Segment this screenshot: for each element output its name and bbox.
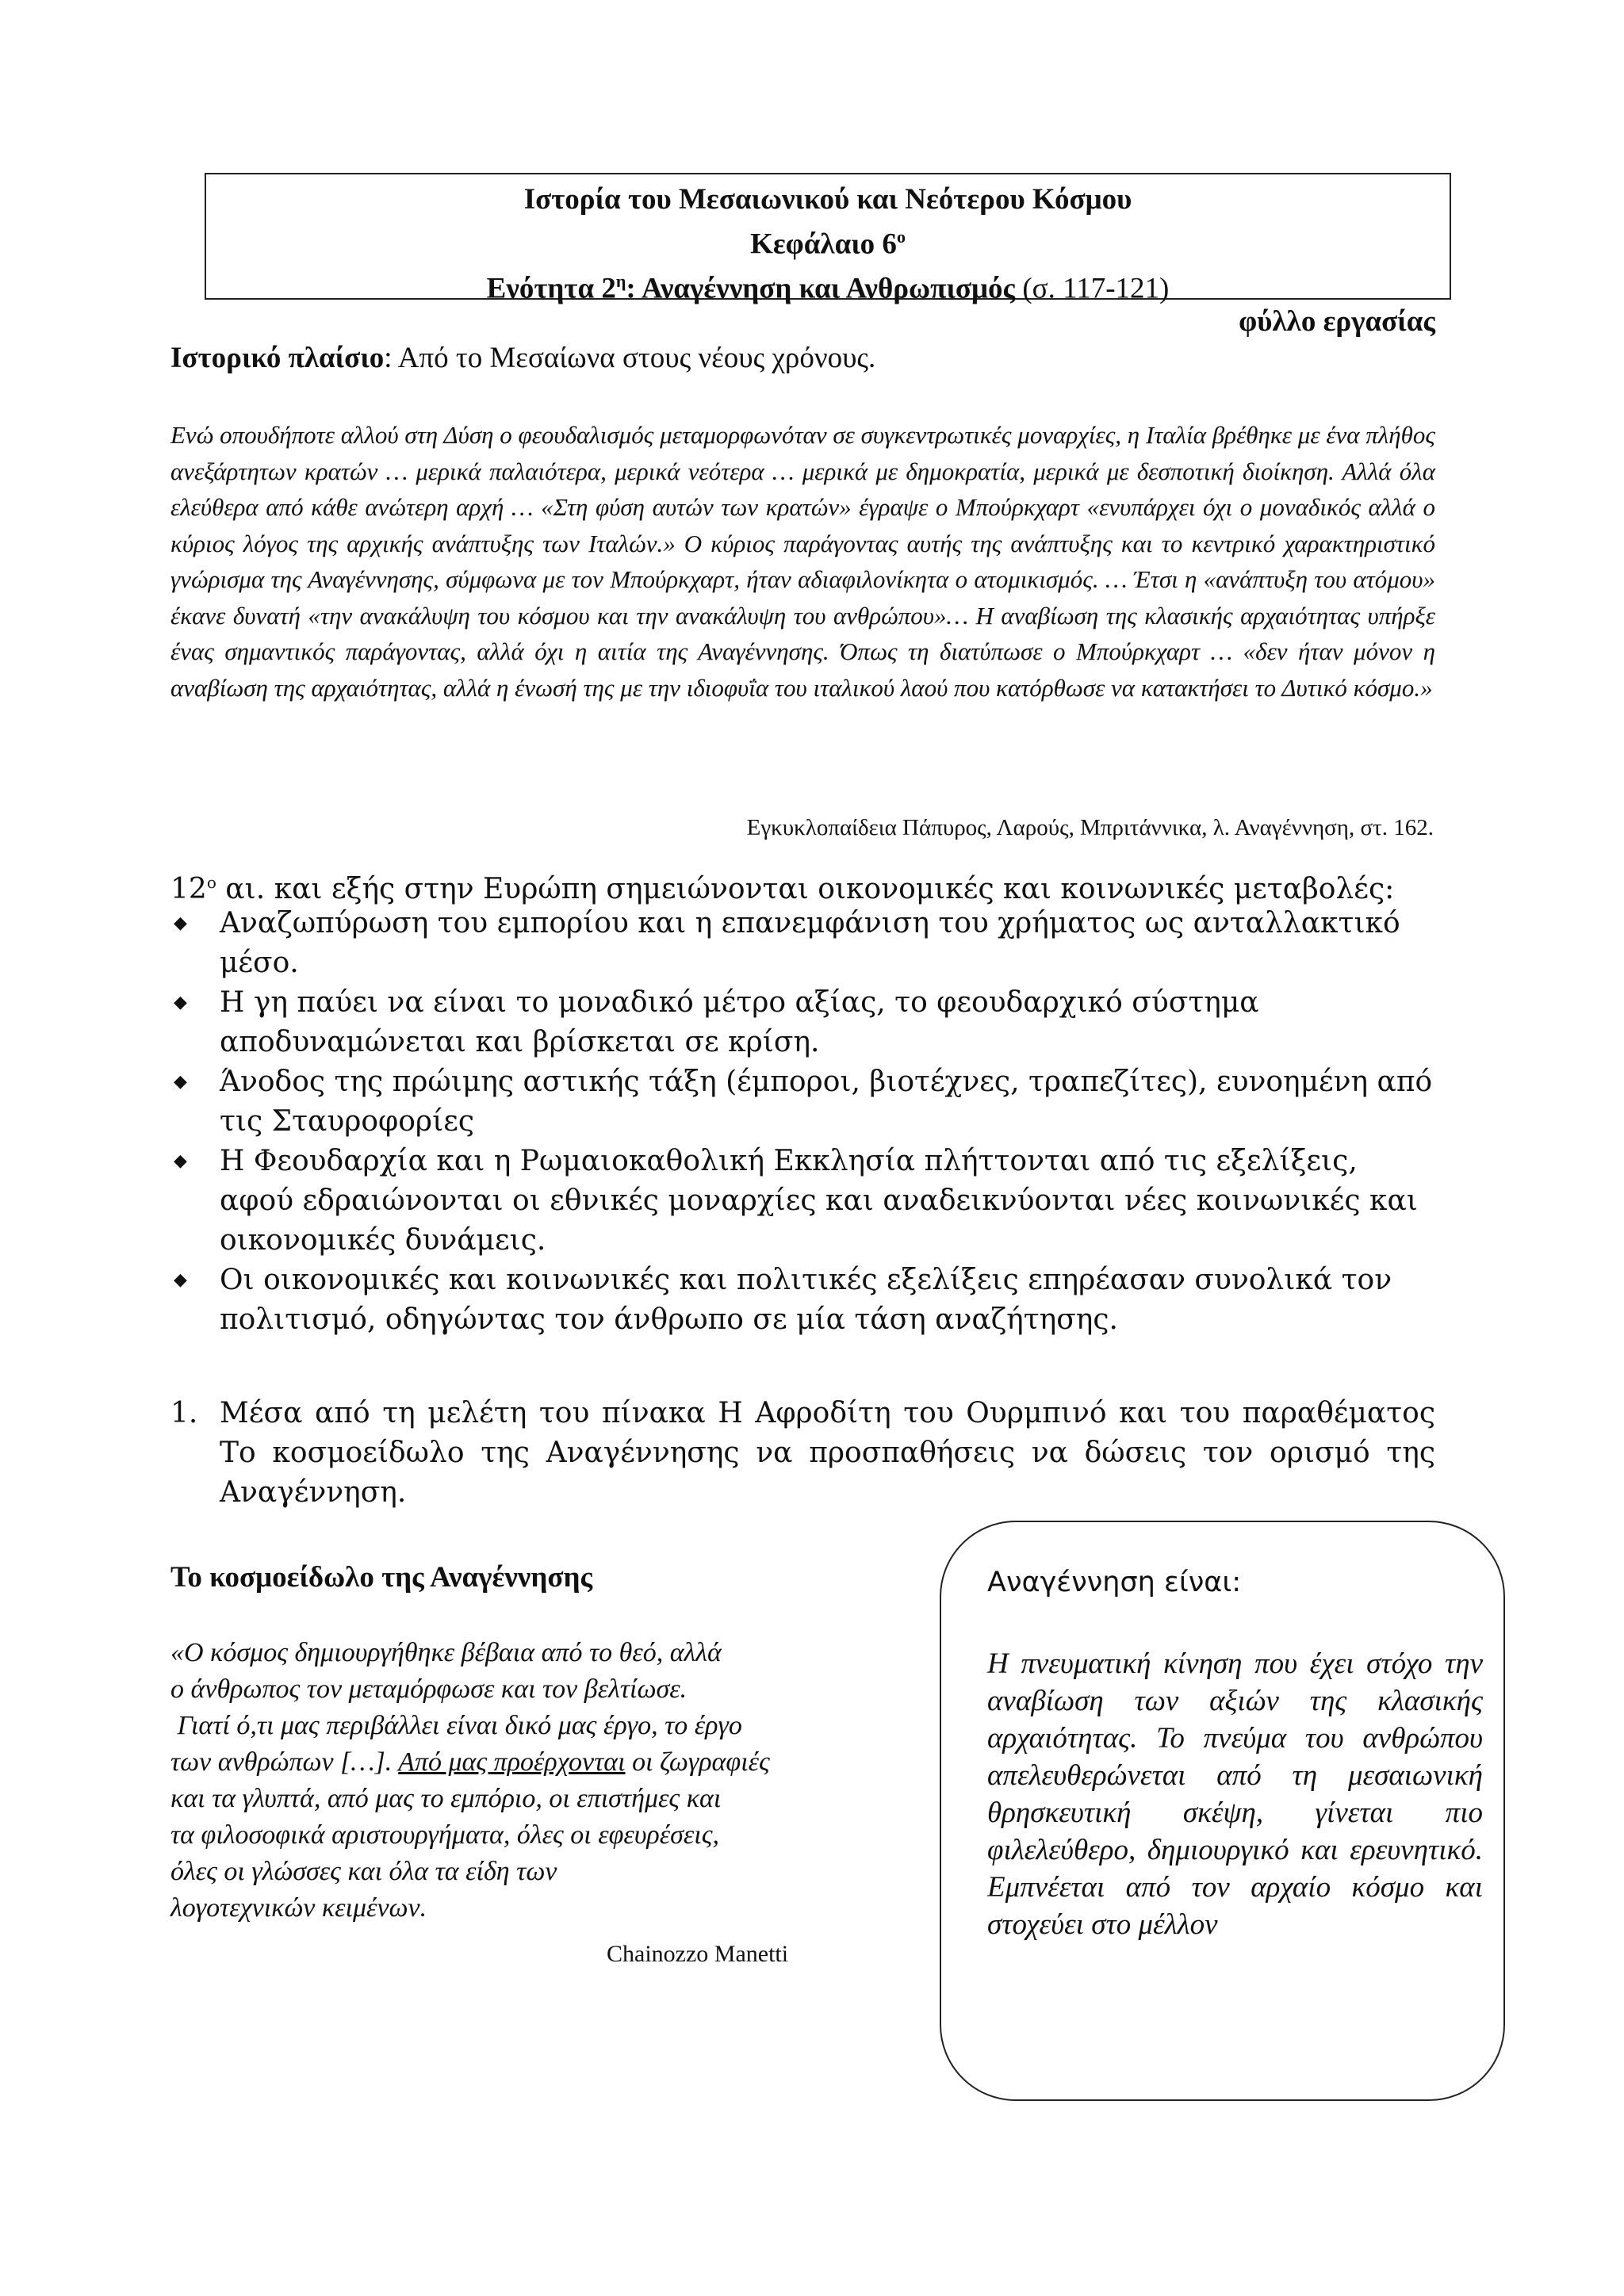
historical-quote: Ενώ οπουδήποτε αλλού στη Δύση ο φεουδαλισμός μεταμορφωνόταν σε συγκεντρωτικές μοναρχίες, η Ιταλία βρέθηκε με ένα πλήθος ανεξάρτητων κρατών … μερικά παλαιότερα, μερικά νεότερα … μερικά με δημοκρατία, μερικά με δεσποτική διοίκηση. Αλλά όλα ελεύθερα από κάθε ανώτερη αρχή … «Στη φύση αυτών των κρατών» έγραψε ο Μπούρκχαρτ «ενυπάρχει όχι ο μοναδικός αλλά ο κύριος λόγος της αρχικής ανάπτυξης των Ιταλών.» Ο κύριος παράγοντας αυτής της ανάπτυξης και το κεντρικό χαρακτηριστικό γνώρισμα της Αναγέννησης, σύμφωνα με τον Μπούρκχαρτ, ήταν αδιαφιλονίκητα ο ατομικισμός. … Έτσι η «ανάπτυξη του ατόμου» έκανε δυνατή «την ανακάλυψη του κόσμου και την ανακάλυψη του ανθρώπου»… Η αναβίωση της κλασικής αρχαιότητας υπήρξε ένας σημαντικός παράγοντας, αλλά όχι η αιτία της Αναγέννησης. Όπως τη διατύπωσε ο Μπούρκχαρτ … «δεν ήταν μόνον η αναβίωση της αρχαιότητας, αλλά η ένωσή της με την ιδιοφυΐα του ιταλικού λαού που κατόρθωσε να κατακτήσει το Δυτικό κόσμο.» — [170, 421, 1435, 702]
cosmo-author: Chainozzo Manetti — [607, 1941, 789, 1967]
historical-context — [170, 341, 1439, 375]
list-item-text: Αναζωπύρωση του εμπορίου και η επανεμφάνιση του χρήματος ως ανταλλακτικό μέσο. — [220, 907, 1400, 979]
quote-source: Εγκυκλοπαίδεια Πάπυρος, Λαρούς, Μπριτάννικα, λ. Αναγέννηση, στ. 162. — [746, 815, 1434, 840]
course-title: Ιστορία του Μεσαιωνικού και Νεότερου Κόσμου — [523, 183, 1132, 216]
cosmo-line: όλες οι γλώσσες και όλα τα είδη των — [170, 1857, 557, 1886]
list-item-text: Οι οικονομικές και κοινωνικές και πολιτικές εξελίξεις επηρέασαν συνολικά τον πολιτισμό, οδηγώντας τον άνθρωπο σε μία τάση αναζήτησης. — [220, 1264, 1392, 1336]
intro-line — [170, 863, 1455, 909]
chapter-label: Κεφάλαιο 6 — [750, 228, 897, 261]
cosmo-underlined: Από μας προέρχονται — [398, 1747, 626, 1777]
cosmo-line: λογοτεχνικών κειμένων. — [170, 1893, 427, 1923]
chapter-title — [206, 218, 1450, 262]
diamond-bullet-icon: ◆ — [174, 913, 187, 933]
cosmo-line: ο άνθρωπος τον μεταμόρφωσε και τον βελτίωσε. — [170, 1674, 688, 1704]
list-item — [170, 904, 1439, 983]
cosmo-line: τα φιλοσοφικά αριστουργήματα, όλες οι εφευρέσεις, — [170, 1820, 720, 1850]
cosmo-line: και τα γλυπτά, από μας το εμπόριο, οι επιστήμες και — [170, 1784, 722, 1813]
diamond-bullet-icon: ◆ — [174, 1072, 187, 1092]
unit-prefix: Ενότητα 2 — [486, 272, 616, 305]
header-box — [205, 173, 1451, 305]
unit-pages: (σ. 117-121) — [1015, 272, 1170, 305]
cosmo-line-part: των ανθρώπων […]. — [170, 1747, 399, 1777]
question-number: 1. — [170, 1397, 198, 1429]
diamond-bullet-icon: ◆ — [174, 993, 187, 1012]
century-number: 12 — [170, 873, 207, 905]
list-item — [170, 1062, 1439, 1142]
answer-label: Αναγέννηση είναι: — [987, 1567, 1241, 1598]
list-item-text: Η Φεουδαρχία και η Ρωμαιοκαθολική Εκκλησία πλήττονται από τις εξελίξεις, αφού εδραιώνονται οι εθνικές μοναρχίες και αναδεικνύονται νέες κοινωνικές και οικονομικές δυνάμεις. — [220, 1145, 1418, 1257]
list-item — [170, 1261, 1439, 1340]
cosmo-line: «Ο κόσμος δημιουργήθηκε βέβαια από το θεό, αλλά — [170, 1638, 722, 1667]
context-text: : Από το Μεσαίωνα στους νέους χρόνους. — [384, 342, 876, 374]
diamond-bullet-icon: ◆ — [174, 1270, 187, 1290]
unit-ordinal: η — [615, 271, 626, 292]
question-1 — [170, 1394, 1435, 1513]
answer-text[interactable]: Η πνευματική κίνηση που έχει στόχο την αναβίωση των αξιών της κλασικής αρχαιότητας. Το πνεύμα του ανθρώπου απελευθερώνεται από τη μεσαιωνική θρησκευτική σκέψη, γίνεται πιο φιλελεύθερο, δημιουργικό και ερευνητικό. Εμπνέεται από τον αρχαίο κόσμο και στοχεύει στο μέλλον — [987, 1647, 1483, 1941]
list-item — [170, 1142, 1439, 1261]
diamond-bullet-icon: ◆ — [174, 1151, 187, 1171]
question-text: Μέσα από τη μελέτη του πίνακα Η Αφροδίτη του Ουρμπινό και του παραθέματος Το κοσμοείδωλο της Αναγέννησης να προσπαθήσεις να δώσεις τον ορισμό της Αναγέννηση. — [220, 1397, 1435, 1509]
unit-title — [206, 262, 1450, 307]
cosmo-title: Το κοσμοείδωλο της Αναγέννησης — [170, 1561, 593, 1594]
cosmo-quote — [170, 1635, 932, 1927]
list-item-text: Άνοδος της πρώιμης αστικής τάξη (έμποροι, βιοτέχνες, τραπεζίτες), ευνοημένη από τις Σταυροφορίες — [220, 1066, 1433, 1138]
list-item — [170, 983, 1439, 1062]
changes-list — [170, 904, 1439, 1340]
worksheet-label: φύλλο εργασίας — [1239, 305, 1435, 338]
cosmo-line — [170, 1744, 932, 1781]
intro-text: αι. και εξής στην Ευρώπη σημειώνονται οικονομικές και κοινωνικές μεταβολές: — [216, 873, 1395, 905]
unit-name: : Αναγέννηση και Ανθρωπισμός — [626, 272, 1016, 305]
list-item-text: Η γη παύει να είναι το μοναδικό μέτρο αξίας, το φεουδαρχικό σύστημα αποδυναμώνεται και βρίσκεται σε κρίση. — [220, 986, 1259, 1058]
chapter-ordinal: ο — [896, 227, 906, 247]
century-ordinal: ο — [206, 873, 216, 892]
cosmo-line-part: οι ζωγραφιές — [625, 1747, 770, 1777]
context-label: Ιστορικό πλαίσιο — [170, 342, 385, 374]
cosmo-line: Γιατί ό,τι μας περιβάλλει είναι δικό μας έργο, το έργο — [170, 1711, 742, 1740]
